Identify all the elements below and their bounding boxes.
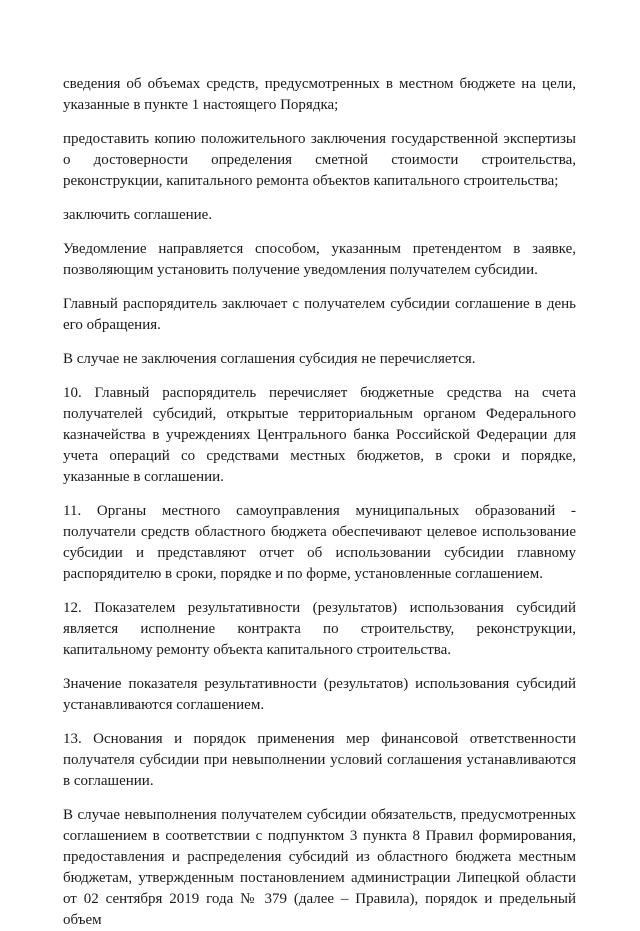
paragraph-indicator-value: Значение показателя результативности (результатов) использования субсидий устанавливаются соглашением. [63,676,576,713]
paragraph-item-10: 10. Главный распорядитель перечисляет бюджетные средства на счета получателей субсидий, открытые территориальным органом Федерального казначейства в учреждениях Центрального банка Российской Федерации для учета операций со средствами местных бюджетов, в сроки и порядке, указанные в соглашении. [63,385,576,485]
paragraph-conclude-agreement: заключить соглашение. [63,207,213,223]
document-body [63,74,576,931]
paragraph-expertise-copy: предоставить копию положительного заключения государственной экспертизы о достоверности определения сметной стоимости строительства, реконструкции, капитального ремонта объектов капитального строительства; [63,131,576,189]
paragraph-agreement-day: Главный распорядитель заключает с получателем субсидии соглашение в день его обращения. [63,296,576,333]
paragraph-item-13: 13. Основания и порядок применения мер финансовой ответственности получателя субсидии при невыполнении условий соглашения устанавливаются в соглашении. [63,731,576,789]
paragraph-item-11: 11. Органы местного самоуправления муниципальных образований - получатели средств областного бюджета обеспечивают целевое использование субсидии и представляют отчет об использовании субсидии главному распорядителю в сроки, порядке и по форме, установленные соглашением. [63,503,576,582]
paragraph-item-12: 12. Показателем результативности (результатов) использования субсидий является исполнение контракта по строительству, реконструкции, капитальному ремонту объекта капитального строительства. [63,600,576,658]
paragraph-no-agreement: В случае не заключения соглашения субсидия не перечисляется. [63,351,476,367]
paragraph-budget-info: сведения об объемах средств, предусмотренных в местном бюджете на цели, указанные в пункте 1 настоящего Порядка; [63,76,576,113]
paragraph-notification: Уведомление направляется способом, указанным претендентом в заявке, позволяющим установить получение уведомления получателем субсидии. [63,241,576,278]
paragraph-non-fulfillment: В случае невыполнения получателем субсидии обязательств, предусмотренных соглашением в соответствии с подпунктом 3 пункта 8 Правил формирования, предоставления и распределения субсидий из областного бюджета местным бюджетам, утвержденным постановлением администрации Липецкой области от 02 сентября 2019 года № 379 (далее – Правила), порядок и предельный объем [63,807,576,928]
